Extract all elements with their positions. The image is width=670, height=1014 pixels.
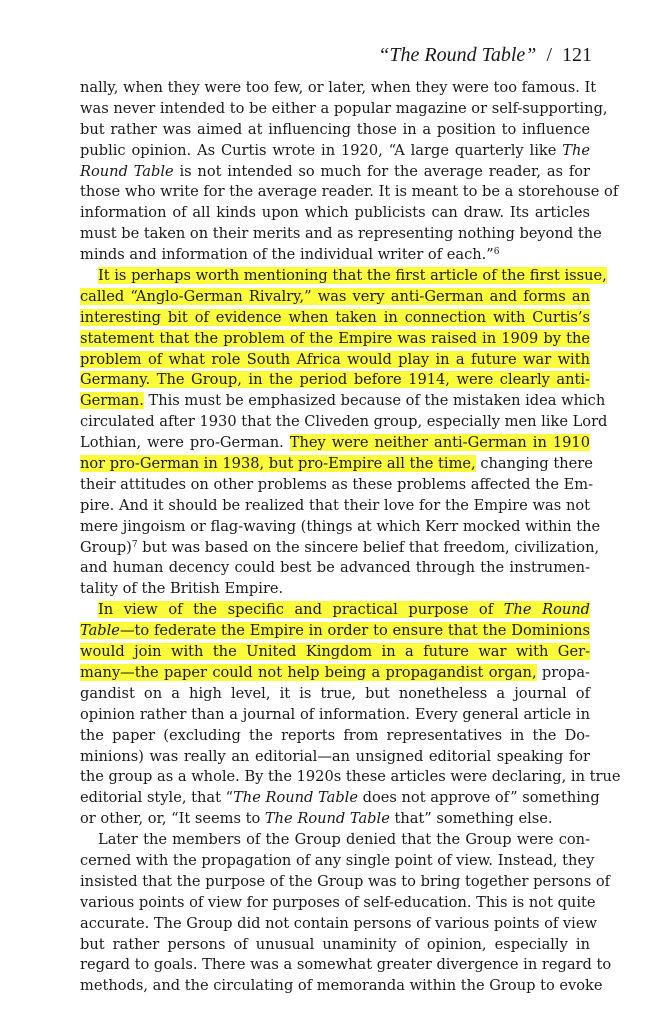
- highlighted-text: They were neither anti-German in 1910: [289, 434, 590, 452]
- highlighted-text: It is perhaps worth mentioning that the first article of the first issue,: [98, 267, 607, 285]
- text-line: [80, 830, 590, 851]
- text-segment: regard to goals. There was a somewhat greater divergence in regard to: [80, 956, 612, 974]
- text-line: [80, 308, 590, 329]
- highlighted-text: interesting bit of evidence when taken in connection with Curtis’s: [80, 308, 590, 326]
- text-line: [80, 141, 590, 162]
- text-segment: their attitudes on other problems as these problems affected the Em-: [80, 475, 594, 493]
- text-segment: Later the members of the Group denied that the Group were con-: [98, 831, 590, 849]
- page-number: 121: [562, 44, 592, 66]
- text-line: [80, 538, 600, 559]
- text-segment: nally, when they were too few, or later, when they were too famous. It: [80, 79, 597, 96]
- text-line: [80, 684, 590, 705]
- text-line: [80, 621, 590, 642]
- text-segment: minions) was really an editorial—an unsigned editorial speaking for: [80, 747, 590, 765]
- highlighted-text: would join with the United Kingdom in a future war with Ger-: [80, 643, 590, 661]
- text-line: [80, 517, 601, 538]
- text-line: [80, 496, 590, 517]
- highlighted-text: Germany. The Group, in the period before 1914, were clearly anti-: [80, 371, 590, 389]
- text-segment: insisted that the purpose of the Group was to bring together persons of: [80, 872, 611, 890]
- text-segment: mere jingoism or flag-waving (things at which Kerr mocked within the: [80, 517, 601, 535]
- text-segment: those who write for the average reader. It is meant to be a storehouse of: [80, 183, 619, 201]
- running-head: [378, 44, 592, 67]
- text-line: [80, 767, 621, 788]
- highlighted-text: statement that the problem of the Empire was raised in 1909 by the: [80, 329, 590, 347]
- text-line: [80, 266, 607, 287]
- text-line: [80, 558, 590, 579]
- text-segment: but rather persons of unusual unaminity of opinion, especially in: [80, 935, 590, 953]
- text-segment: and human decency could best be advanced through the instrumen-: [80, 559, 590, 577]
- highlighted-text: nor pro-German in 1938, but pro-Empire all the time,: [80, 455, 476, 473]
- text-line: [80, 955, 612, 976]
- text-segment: accurate. The Group did not contain persons of various points of view: [80, 914, 597, 932]
- text-segment: public opinion. As Curtis wrote in 1920, “A large quarterly like: [80, 141, 563, 159]
- text-line: [80, 329, 590, 350]
- text-line: [80, 350, 590, 371]
- running-head-separator: /: [546, 44, 552, 66]
- text-line: [80, 182, 619, 203]
- text-line: [80, 454, 593, 475]
- text-segment: must be taken on their merits and as representing nothing beyond the: [80, 225, 602, 243]
- text-segment: editorial style, that “: [80, 789, 234, 807]
- text-segment: does not approve of” something: [357, 789, 600, 807]
- highlighted-text: —to federate the Empire in order to ensure that the Dominions: [119, 622, 590, 640]
- text-segment: but was based on the sincere belief that freedom, civilization,: [137, 538, 600, 556]
- text-segment: The: [562, 141, 590, 159]
- text-line: [80, 245, 590, 266]
- text-line: [80, 726, 590, 747]
- text-line: [80, 893, 596, 914]
- text-segment: was never intended to be either a popular magazine or self-supporting,: [80, 99, 608, 117]
- text-segment: pire. And it should be realized that their love for the Empire was not: [80, 496, 590, 514]
- footnote-marker: 6: [493, 247, 500, 258]
- footnote-marker: 7: [131, 539, 138, 550]
- text-segment: or other, or, “It seems to: [80, 810, 265, 828]
- text-segment: information of all kinds upon which publicists can draw. Its articles: [80, 204, 590, 222]
- text-line: [80, 579, 590, 600]
- text-line: [80, 433, 590, 454]
- text-line: [80, 663, 590, 684]
- text-segment: is not intended so much for the average reader, as for: [173, 162, 590, 180]
- highlighted-text: many—the paper could not help being a propagandist organ,: [80, 663, 537, 681]
- text-line: [80, 224, 602, 245]
- text-segment: various points of view for purposes of self-education. This is not quite: [80, 893, 596, 911]
- text-line: [80, 412, 608, 433]
- text-line: [80, 914, 597, 935]
- text-line: [80, 642, 590, 663]
- text-segment: minds and information of the individual writer of each.”: [80, 246, 494, 264]
- text-line: [80, 976, 603, 997]
- text-segment: the paper (excluding the reports from representatives in the Do-: [80, 726, 590, 744]
- text-segment: Lothian, were pro-German.: [80, 434, 290, 452]
- text-line: [80, 872, 611, 893]
- text-segment: that” something else.: [389, 810, 553, 828]
- highlighted-text: problem of what role South Africa would play in a future war with: [80, 350, 590, 368]
- text-line: [80, 203, 590, 224]
- text-segment: but rather was aimed at influencing those in a position to influence: [80, 120, 590, 138]
- text-line: [80, 391, 606, 412]
- highlighted-text: called “Anglo-German Rivalry,” was very anti-German and forms an: [80, 287, 590, 305]
- text-line: [80, 747, 590, 768]
- text-line: [80, 287, 590, 308]
- text-segment: circulated after 1930 that the Cliveden group, especially men like Lord: [80, 413, 608, 431]
- text-line: [80, 788, 600, 809]
- highlighted-text: German.: [80, 392, 144, 410]
- text-line: [80, 370, 590, 391]
- highlighted-text: In view of the specific and practical purpose of: [98, 601, 504, 619]
- text-line: [80, 705, 590, 726]
- text-segment: propa-: [536, 663, 590, 681]
- text-line: [80, 475, 594, 496]
- highlighted-text: Table: [80, 622, 120, 640]
- text-segment: methods, and the circulating of memoranda within the Group to evoke: [80, 977, 603, 995]
- highlighted-text: The Round: [503, 601, 590, 619]
- text-line: [80, 809, 590, 830]
- text-segment: Group): [80, 538, 132, 556]
- text-line: [80, 600, 590, 621]
- text-segment: cerned with the propagation of any single point of view. Instead, they: [80, 851, 595, 869]
- text-line: [80, 162, 590, 183]
- body-text: [80, 78, 621, 997]
- text-segment: tality of the British Empire.: [80, 580, 284, 598]
- text-segment: Round Table: [80, 162, 174, 180]
- text-segment: The Round Table: [233, 789, 358, 807]
- text-line: [80, 99, 608, 120]
- text-segment: The Round Table: [264, 810, 390, 828]
- text-segment: This must be emphasized because of the mistaken idea which: [143, 392, 606, 410]
- text-segment: gandist on a high level, it is true, but nonetheless a journal of: [80, 684, 590, 702]
- text-line: [80, 851, 595, 872]
- text-line: [80, 935, 590, 956]
- text-segment: opinion rather than a journal of information. Every general article in: [80, 705, 590, 723]
- text-line: [80, 120, 590, 141]
- text-line: [80, 78, 597, 99]
- text-segment: the group as a whole. By the 1920s these articles were declaring, in true: [80, 768, 621, 786]
- running-head-title: “The Round Table”: [378, 44, 537, 66]
- text-segment: changing there: [475, 455, 593, 473]
